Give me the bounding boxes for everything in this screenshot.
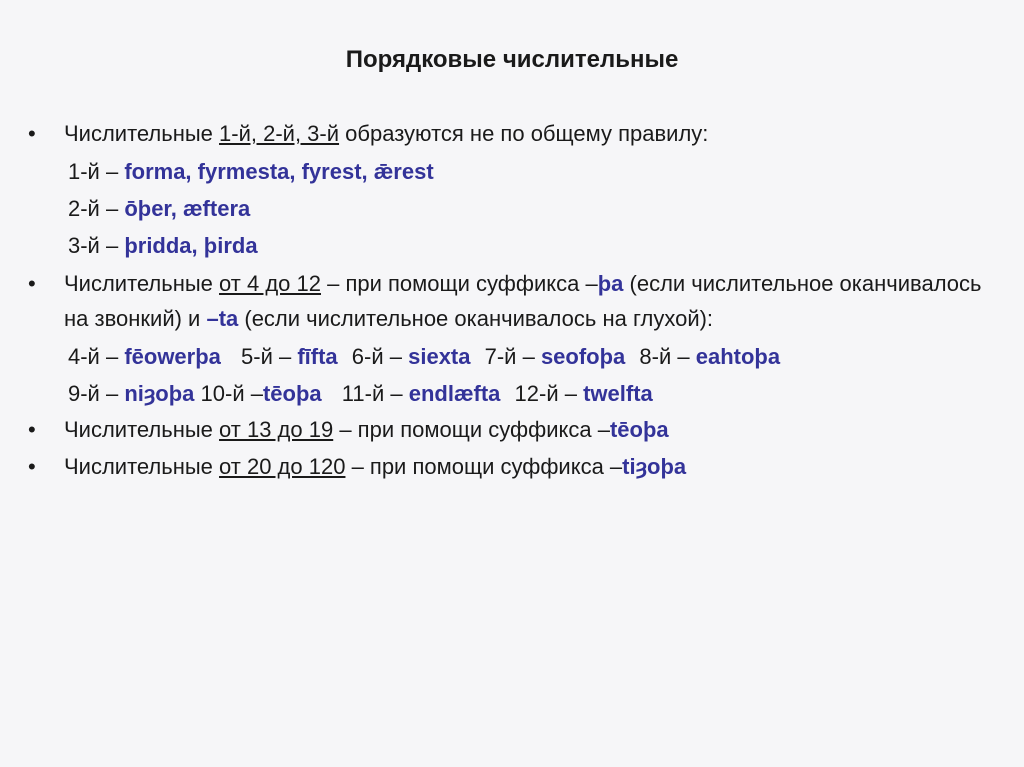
old-english-words: forma, fyrmesta, fyrest, ǣrest <box>124 159 434 184</box>
underlined-numerals: от 4 до 12 <box>219 271 321 296</box>
example-label: 9-й – <box>68 381 125 406</box>
bullet-item <box>28 449 988 484</box>
bullet-text: образуются не по общему правилу: <box>339 121 709 146</box>
underlined-numerals: от 13 до 19 <box>219 417 334 442</box>
example-label: 3-й – <box>68 233 125 258</box>
underlined-numerals: от 20 до 120 <box>219 454 346 479</box>
bullet-text: Числительные <box>64 417 220 442</box>
example-label: 2-й – <box>68 196 125 221</box>
bullet-dot: • <box>28 271 36 296</box>
old-english-word: fēowerþa <box>124 344 221 369</box>
underlined-numerals: 1-й, 2-й, 3-й <box>219 121 340 146</box>
bullet-dot: • <box>28 454 36 479</box>
suffix: tēoþa <box>609 417 669 442</box>
bullet-item <box>28 266 988 336</box>
example-label: 11-й – <box>341 381 409 406</box>
example-label: 5-й – <box>241 344 298 369</box>
example-label: 1-й – <box>68 159 125 184</box>
old-english-word: tēoþa <box>262 381 322 406</box>
example-label: 12-й – <box>514 381 584 406</box>
old-english-words: ōþer, æftera <box>124 196 251 221</box>
bullet-text: Числительные <box>64 271 220 296</box>
example-line <box>28 338 988 375</box>
old-english-word: endlæfta <box>408 381 501 406</box>
old-english-words: þridda, þirda <box>124 233 258 258</box>
suffix: –ta <box>206 306 239 331</box>
bullet-text: Числительные <box>64 121 220 146</box>
example-line <box>28 227 988 264</box>
bullet-text: Числительные <box>64 454 220 479</box>
bullet-text: – при помощи суффикса – <box>333 417 610 442</box>
old-english-word: eahtoþa <box>695 344 781 369</box>
bullet-item <box>28 412 988 447</box>
suffix: tiȝoþa <box>622 454 687 479</box>
old-english-word: siexta <box>408 344 471 369</box>
bullet-text: (если числительное оканчивалось на глухой): <box>238 306 714 331</box>
example-line <box>28 375 988 412</box>
example-label: 7-й – <box>484 344 541 369</box>
example-line <box>28 190 988 227</box>
bullet-dot: • <box>28 121 36 146</box>
bullet-text: (если числительное оканчивалось на звонкий) и <box>64 271 982 331</box>
old-english-word: fīfta <box>297 344 338 369</box>
old-english-word: twelfta <box>583 381 653 406</box>
old-english-word: seofoþa <box>540 344 626 369</box>
example-label: 6-й – <box>351 344 409 369</box>
bullet-dot: • <box>28 417 36 442</box>
bullet-item <box>28 116 988 151</box>
example-line <box>28 153 988 190</box>
bullet-text: – при помощи суффикса – <box>320 271 598 296</box>
example-label: 10-й – <box>200 381 263 406</box>
slide-title: Порядковые числительные <box>345 46 679 73</box>
old-english-word: niȝoþa <box>124 381 195 406</box>
example-label: 8-й – <box>639 344 696 369</box>
slide-body <box>28 116 988 484</box>
bullet-text: – при помощи суффикса – <box>345 454 623 479</box>
example-label: 4-й – <box>68 344 125 369</box>
suffix: þa <box>597 271 624 296</box>
